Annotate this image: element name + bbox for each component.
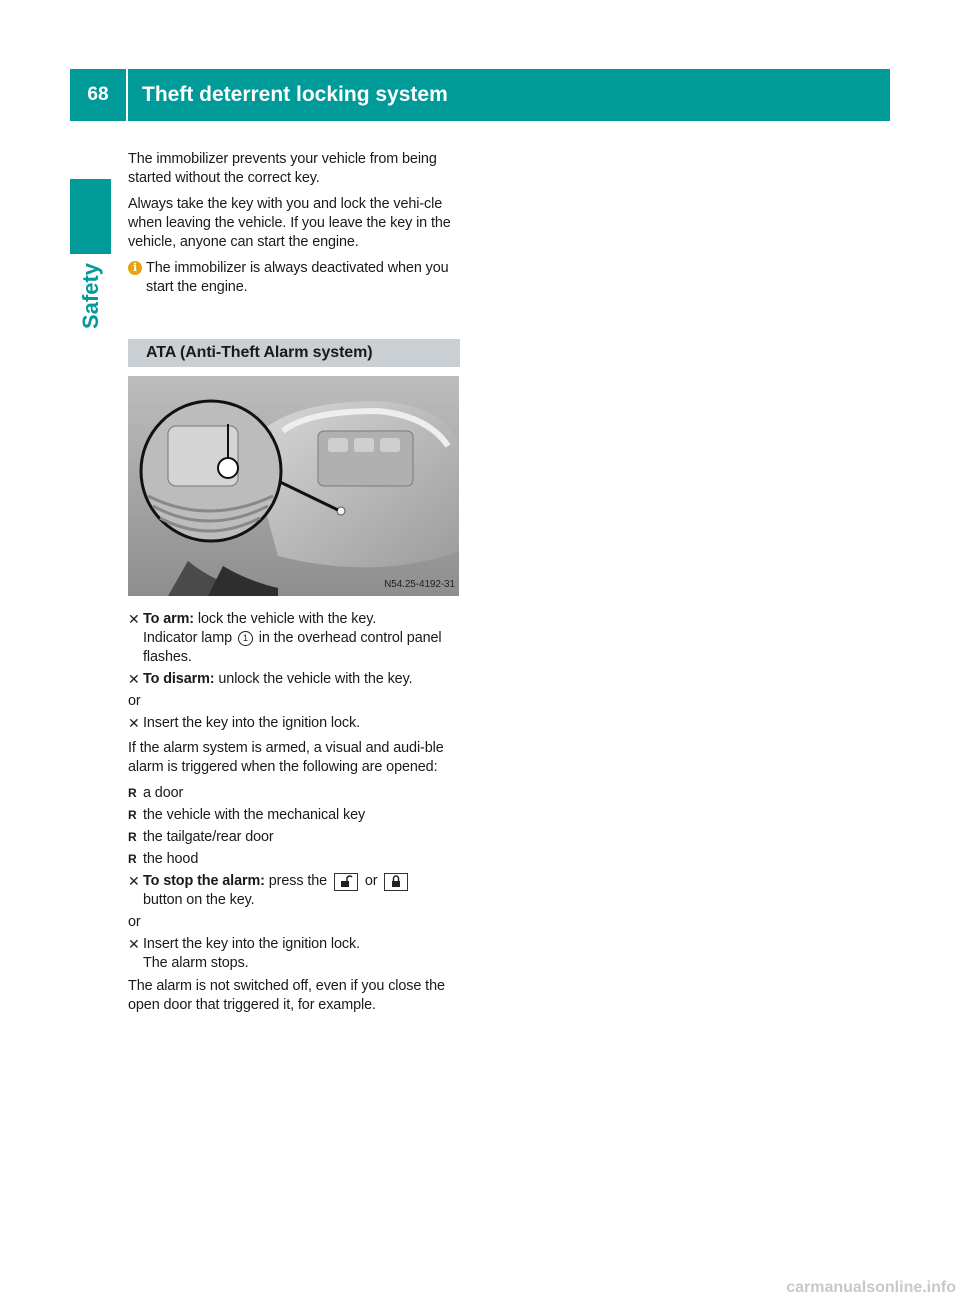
ignition-step-2-body [143, 935, 460, 973]
or-text-1: or [128, 693, 141, 709]
step-marker-icon: ✕ [128, 611, 140, 627]
ignition-text-1: Insert the key into the ignition lock. [143, 715, 360, 731]
disarm-label: To disarm: [143, 671, 215, 687]
bullet-text: the tailgate/rear door [143, 829, 274, 845]
step-marker-icon: ✕ [128, 715, 140, 731]
unlock-button-icon [334, 873, 358, 891]
page-title: Theft deterrent locking system [142, 83, 448, 106]
callout-1: 1 [238, 631, 253, 646]
stop-alarm-body [143, 872, 460, 910]
disarm-step [128, 670, 460, 689]
bullet-text: a door [143, 785, 184, 801]
bullet-marker-icon: R [128, 852, 137, 866]
info-icon: i [128, 261, 142, 275]
bullet-mechanical-key [128, 806, 460, 825]
info-text: The immobilizer is always deactivated when you start the engine. [146, 260, 449, 295]
bullet-marker-icon: R [128, 808, 137, 822]
arm-text-b: Indicator lamp [143, 630, 232, 646]
section-heading: ATA (Anti-Theft Alarm system) [128, 339, 460, 367]
stop-alarm-step [128, 872, 460, 910]
info-note [128, 259, 460, 297]
or-text-2: or [128, 914, 141, 930]
ignition-step-2 [128, 935, 460, 973]
arm-step-body [143, 610, 460, 667]
stop-text-b: button on the key. [143, 892, 255, 908]
alarm-stops-text: The alarm stops. [143, 955, 249, 971]
watermark-logo [720, 1272, 960, 1302]
step-marker-icon: ✕ [128, 671, 140, 687]
bullet-text: the vehicle with the mechanical key [143, 807, 366, 823]
bullet-marker-icon: R [128, 830, 137, 844]
main-content [128, 150, 460, 1022]
bullet-door [128, 784, 460, 803]
ignition-text-2: Insert the key into the ignition lock. [143, 936, 360, 952]
bullet-text: the hood [143, 851, 199, 867]
lock-button-icon [384, 873, 408, 891]
ignition-step-1 [128, 714, 460, 733]
step-marker-icon: ✕ [128, 936, 140, 952]
step-marker-icon: ✕ [128, 873, 140, 889]
final-paragraph: The alarm is not switched off, even if you close the open door that triggered it, for example. [128, 978, 445, 1013]
figure-code: N54.25-4192-31 [384, 579, 455, 590]
stop-or: or [364, 873, 378, 889]
disarm-text: unlock the vehicle with the key. [218, 671, 413, 687]
overhead-control-panel-figure [128, 376, 459, 596]
arm-step [128, 610, 460, 667]
arm-text-a: lock the vehicle with the key. [197, 611, 377, 627]
arm-label: To arm: [143, 611, 195, 627]
overhead-panel-illustration [128, 376, 459, 596]
bullet-hood [128, 850, 460, 869]
intro-paragraph-1: The immobilizer prevents your vehicle from being started without the correct key. [128, 151, 437, 186]
page-number: 68 [87, 84, 109, 105]
side-tab-marker [70, 179, 111, 254]
stop-text-a: press the [268, 873, 328, 889]
stop-label: To stop the alarm: [143, 873, 265, 889]
arm-text-c: in the overhead control panel flashes. [143, 630, 442, 665]
header-divider [126, 69, 128, 121]
svg-text:carmanualsonline.info: carmanualsonline.info [786, 1279, 956, 1296]
bullet-tailgate [128, 828, 460, 847]
page-header [70, 69, 890, 121]
alarm-paragraph: If the alarm system is armed, a visual and audi-ble alarm is triggered when the following are opened: [128, 740, 444, 775]
disarm-step-body [143, 670, 460, 689]
intro-paragraph-2: Always take the key with you and lock the vehi-cle when leaving the vehicle. If you leave the key in the vehicle, anyone can start the engine. [128, 196, 451, 250]
bullet-marker-icon: R [128, 786, 137, 800]
side-tab-label: Safety [78, 262, 103, 330]
